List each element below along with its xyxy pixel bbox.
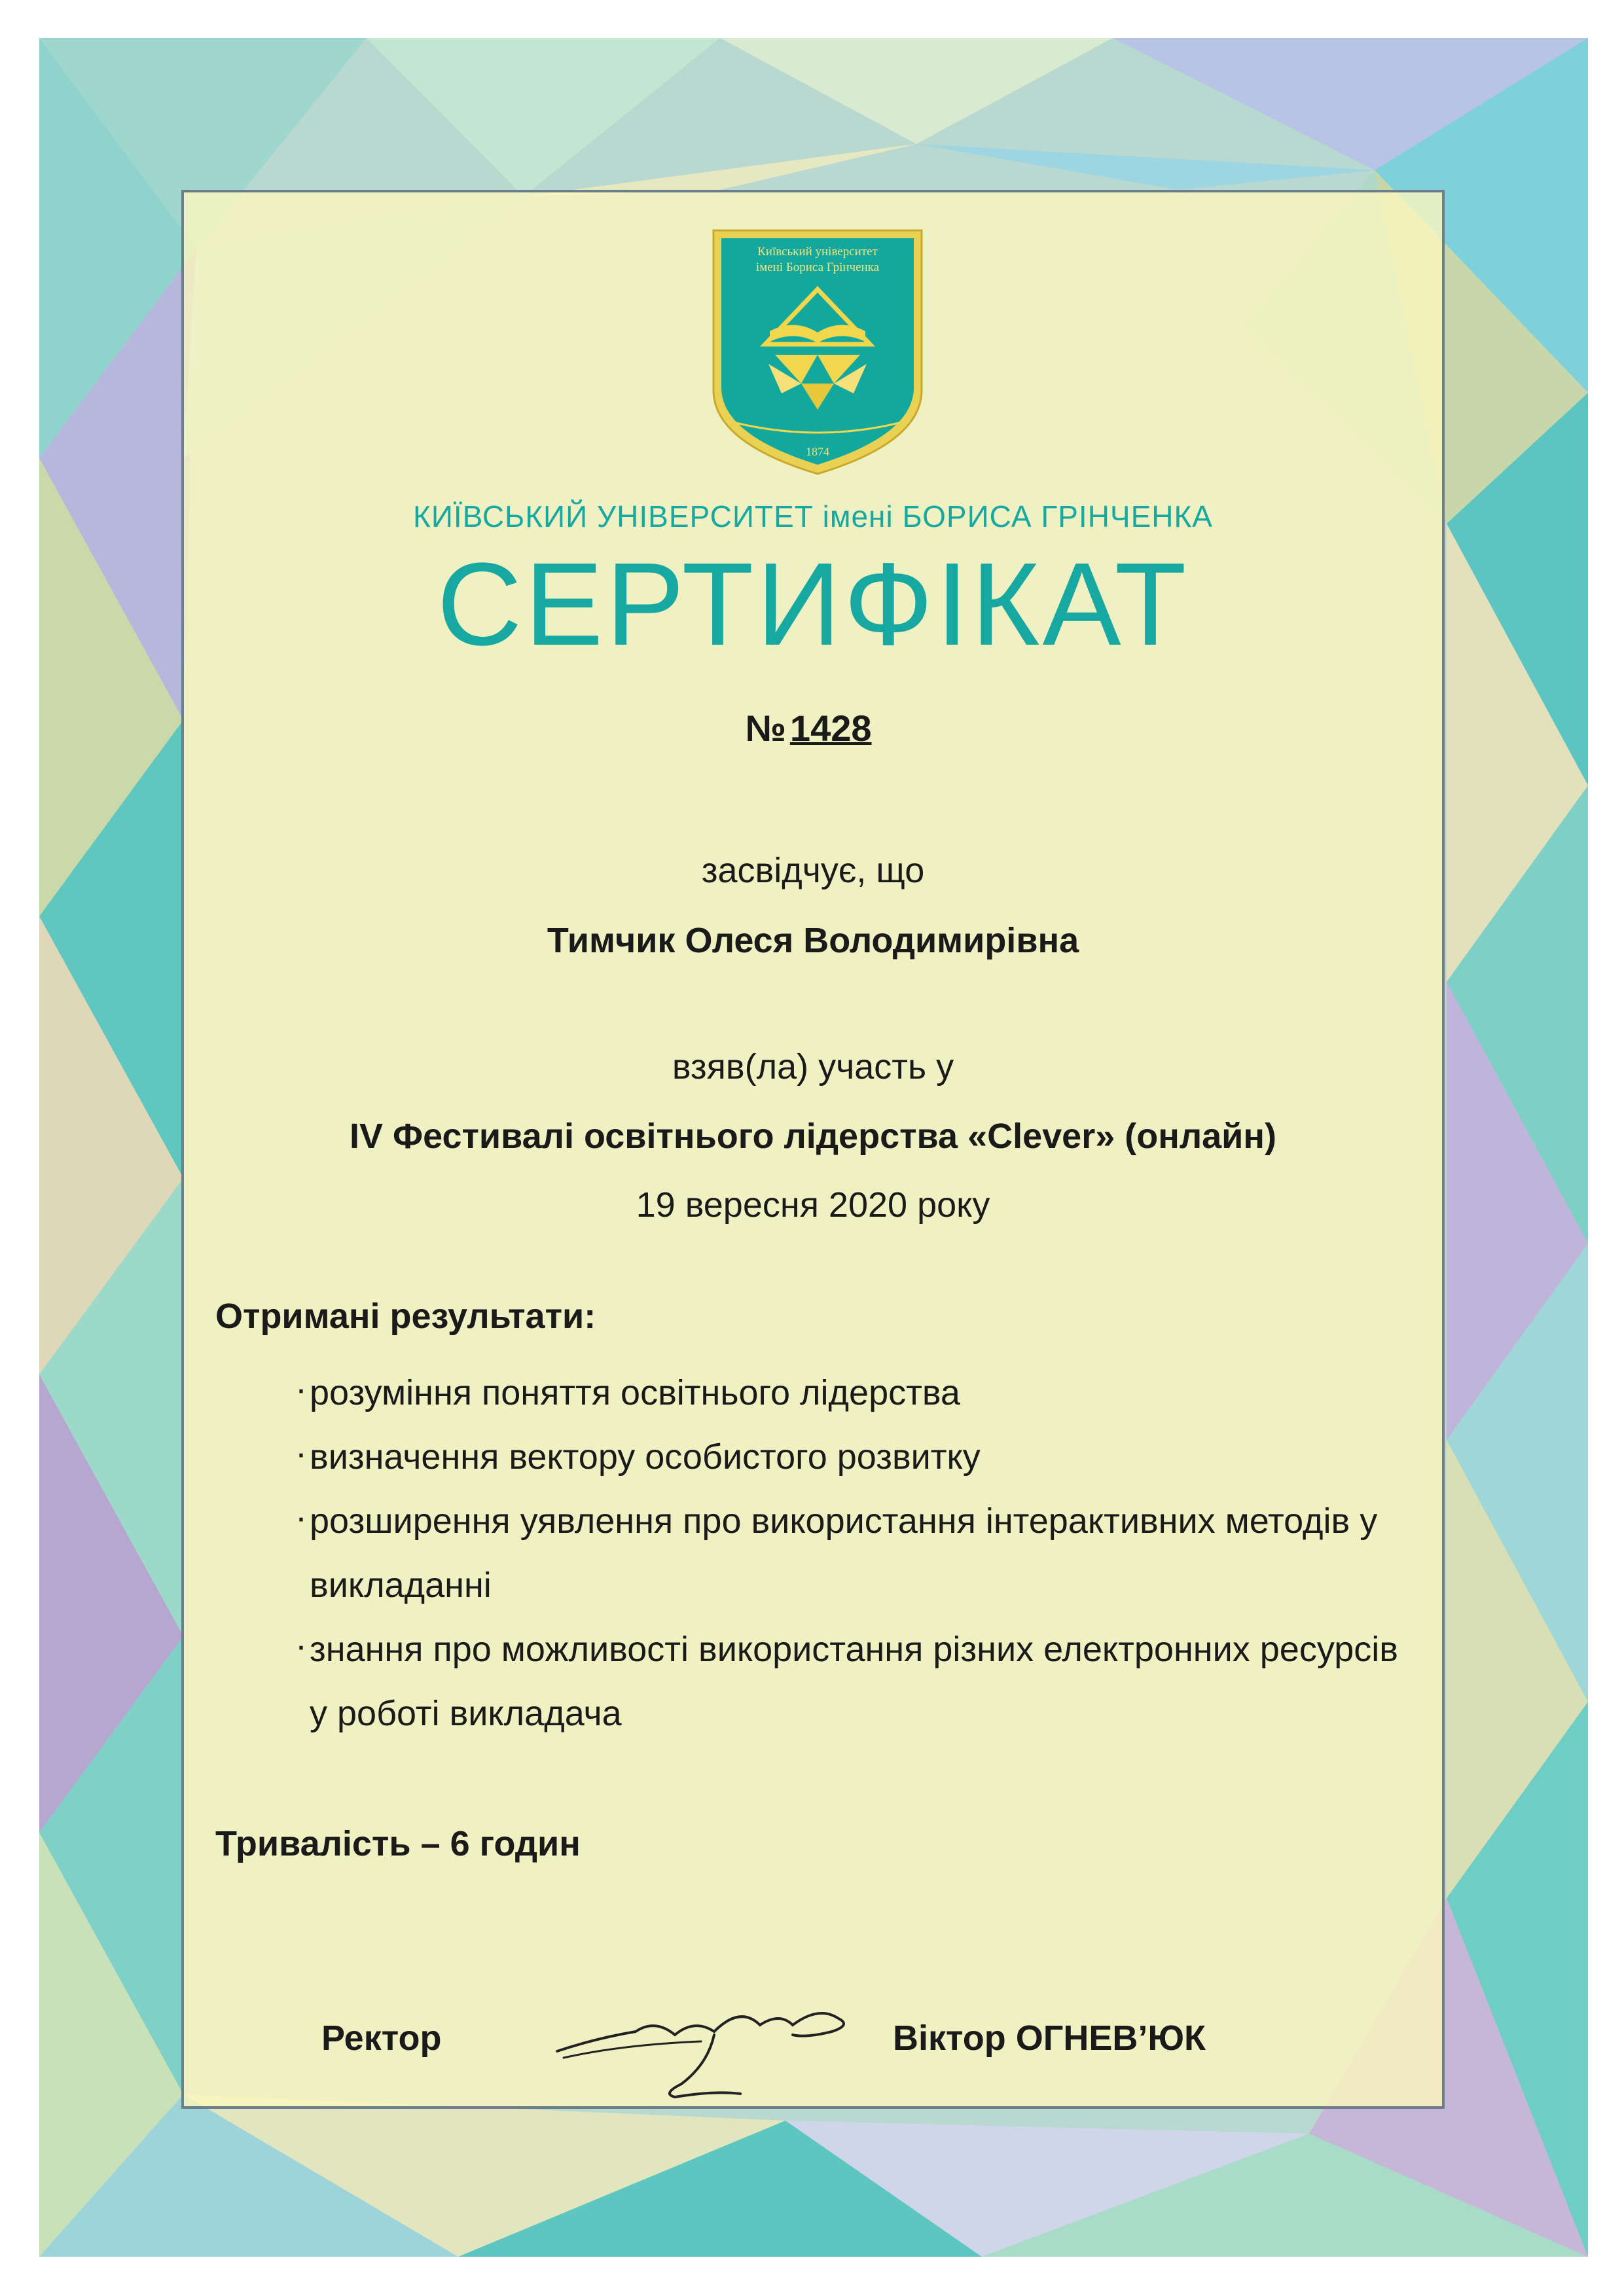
recipient-name: Тимчик Олеся Володимирівна xyxy=(547,921,1079,960)
signatory-name: Віктор ОГНЕВ’ЮК xyxy=(893,2018,1206,2058)
duration: Тривалість – 6 годин xyxy=(215,1824,581,1863)
certificate-title: СЕРТИФІКАТ xyxy=(437,539,1189,670)
certificate-panel xyxy=(181,190,1445,2109)
list-item: · розуміння поняття освітнього лідерства xyxy=(295,1361,1421,1425)
crest-year: 1874 xyxy=(806,445,829,458)
list-item: · визначення вектору особистого розвитку xyxy=(295,1425,1421,1489)
university-name: КИЇВСЬКИЙ УНІВЕРСИТЕТ імені БОРИСА ГРІНЧЕНКА xyxy=(413,499,1213,533)
list-item: · знання про можливості використання різних електронних ресурсів у роботі викладача xyxy=(295,1617,1421,1746)
results-heading: Отримані результати: xyxy=(215,1297,596,1336)
signature xyxy=(544,1979,871,2110)
results-list xyxy=(295,1361,1421,1746)
signatory-title: Ректор xyxy=(321,2018,442,2058)
crest-text-line2: імені Бориса Грінченка xyxy=(755,260,880,274)
list-item: · розширення уявлення про використання інтерактивних методів у викладанні xyxy=(295,1489,1421,1617)
certificate-number xyxy=(184,707,1442,749)
certifies-text: засвідчує, що xyxy=(701,851,925,890)
took-part-text: взяв(ла) участь у xyxy=(672,1047,954,1086)
event-date: 19 вересня 2020 року xyxy=(636,1185,990,1225)
crest-text-line1: Київський університет xyxy=(757,245,878,259)
number-value: 1428 xyxy=(789,708,872,749)
number-prefix: № xyxy=(745,708,786,749)
event-name: IV Фестивалі освітнього лідерства «Clever» (онлайн) xyxy=(350,1117,1276,1156)
university-crest-logo xyxy=(710,226,926,476)
